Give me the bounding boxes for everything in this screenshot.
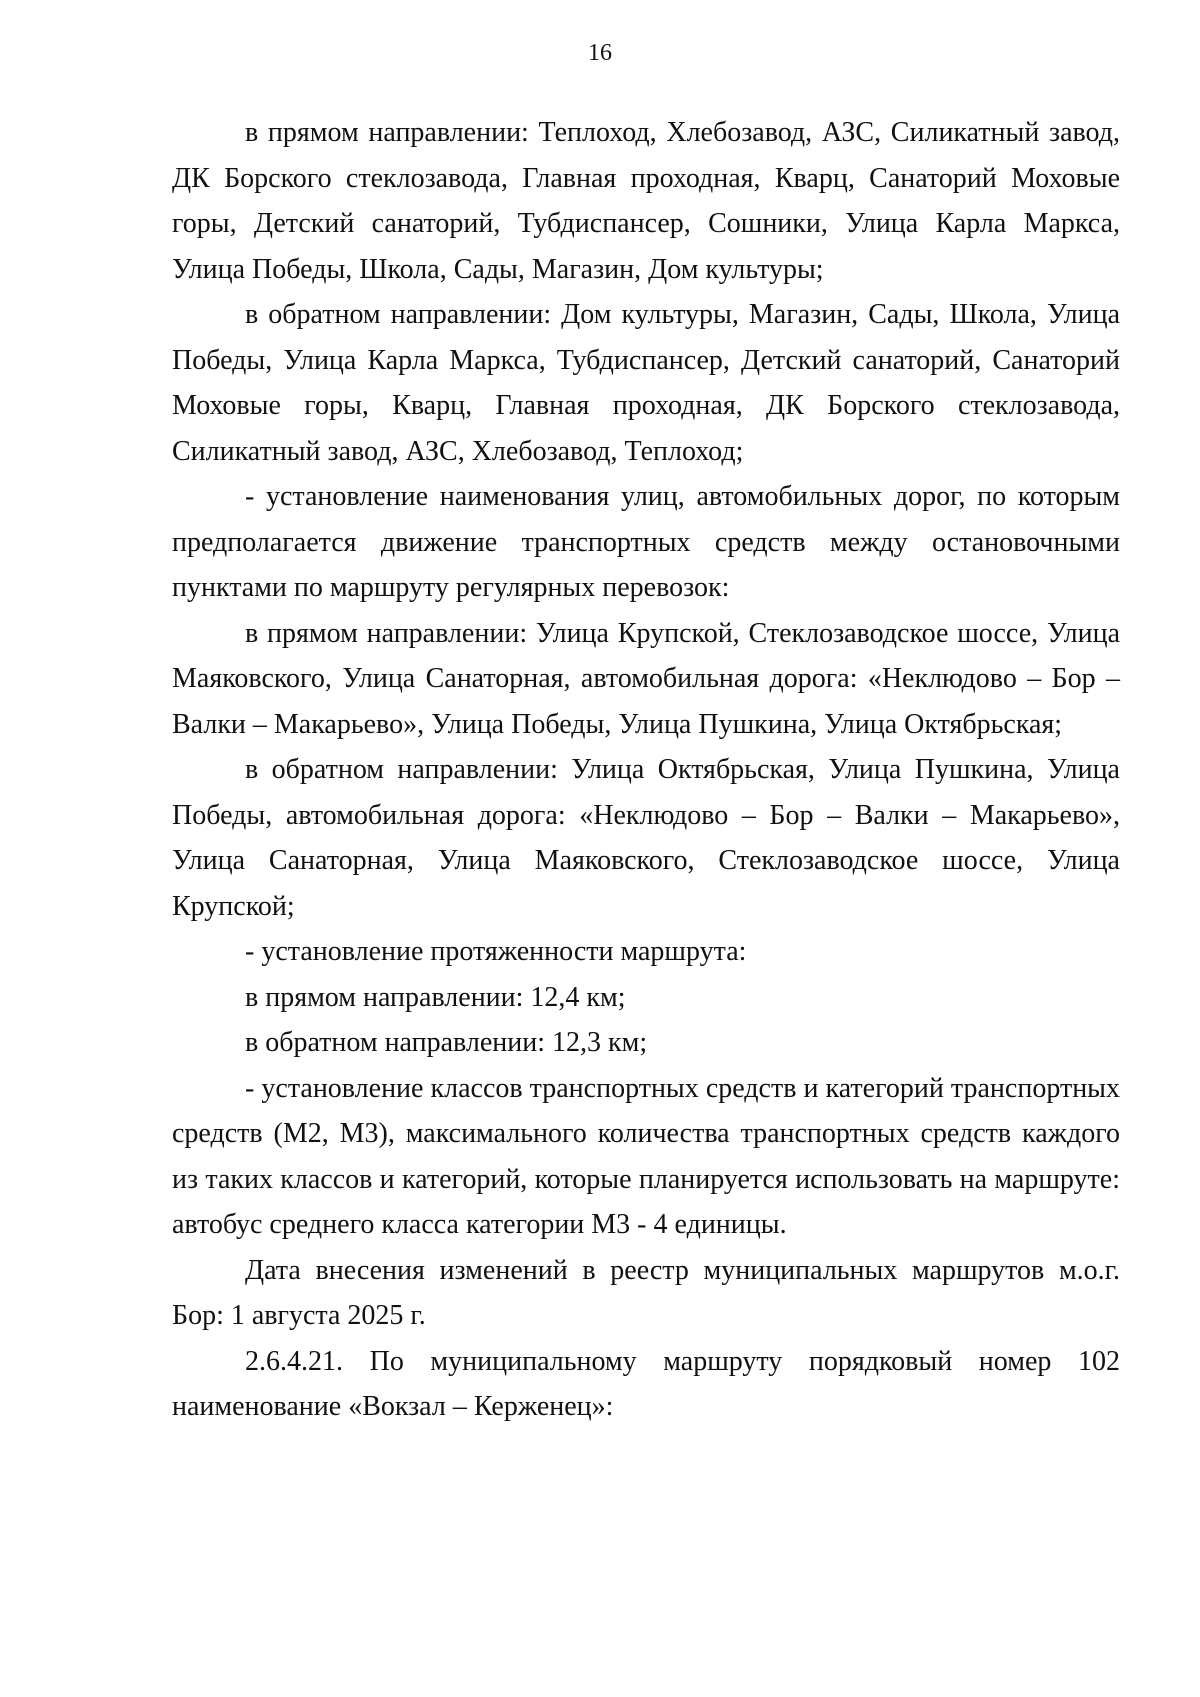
- paragraph-streets-heading: - установление наименования улиц, автомобильных дорог, по которым предполагается движение транспортных средств между остановочными пунктами по маршруту регулярных перевозок:: [172, 481, 1120, 603]
- paragraph-reverse-stops: в обратном направлении: Дом культуры, Магазин, Сады, Школа, Улица Победы, Улица Карла Маркса, Тубдиспансер, Детский санаторий, Санаторий Моховые горы, Кварц, Главная проходная, ДК Борского стеклозавода, Силикатный завод, АЗС, Хлебозавод, Теплоход;: [172, 299, 1120, 467]
- paragraph-reverse-length: в обратном направлении: 12,3 км;: [245, 1027, 648, 1058]
- paragraph-route-length-heading: - установление протяженности маршрута:: [245, 936, 747, 967]
- paragraph-vehicle-classes: - установление классов транспортных средств и категорий транспортных средств (М2, М3), максимального количества транспортных средств каждого из таких классов и категорий, которые планируется использовать на маршруте: автобус среднего класса категории М3 - 4 единицы.: [172, 1072, 1120, 1240]
- page-number: 16: [588, 40, 612, 66]
- paragraph-forward-stops: в прямом направлении: Теплоход, Хлебозавод, АЗС, Силикатный завод, ДК Борского стеклозавода, Главная проходная, Кварц, Санаторий Моховые горы, Детский санаторий, Тубдиспансер, Сошники, Улица Карла Маркса, Улица Победы, Школа, Сады, Магазин, Дом культуры;: [172, 117, 1120, 285]
- document-body: [172, 110, 1120, 1430]
- paragraph-reverse-streets: в обратном направлении: Улица Октябрьская, Улица Пушкина, Улица Победы, автомобильная дорога: «Неклюдово – Бор – Валки – Макарьево», Улица Санаторная, Улица Маяковского, Стеклозаводское шоссе, Улица Крупской;: [172, 754, 1120, 922]
- paragraph-route-102-heading: 2.6.4.21. По муниципальному маршруту порядковый номер 102 наименование «Вокзал – Керженец»:: [172, 1345, 1120, 1422]
- paragraph-forward-length: в прямом направлении: 12,4 км;: [245, 981, 626, 1013]
- paragraph-registry-date: Дата внесения изменений в реестр муниципальных маршрутов м.о.г. Бор: 1 августа 2025 г.: [172, 1254, 1120, 1331]
- paragraph-forward-streets: в прямом направлении: Улица Крупской, Стеклозаводское шоссе, Улица Маяковского, Улица Санаторная, автомобильная дорога: «Неклюдово – Бор – Валки – Макарьево», Улица Победы, Улица Пушкина, Улица Октябрьская;: [172, 617, 1120, 740]
